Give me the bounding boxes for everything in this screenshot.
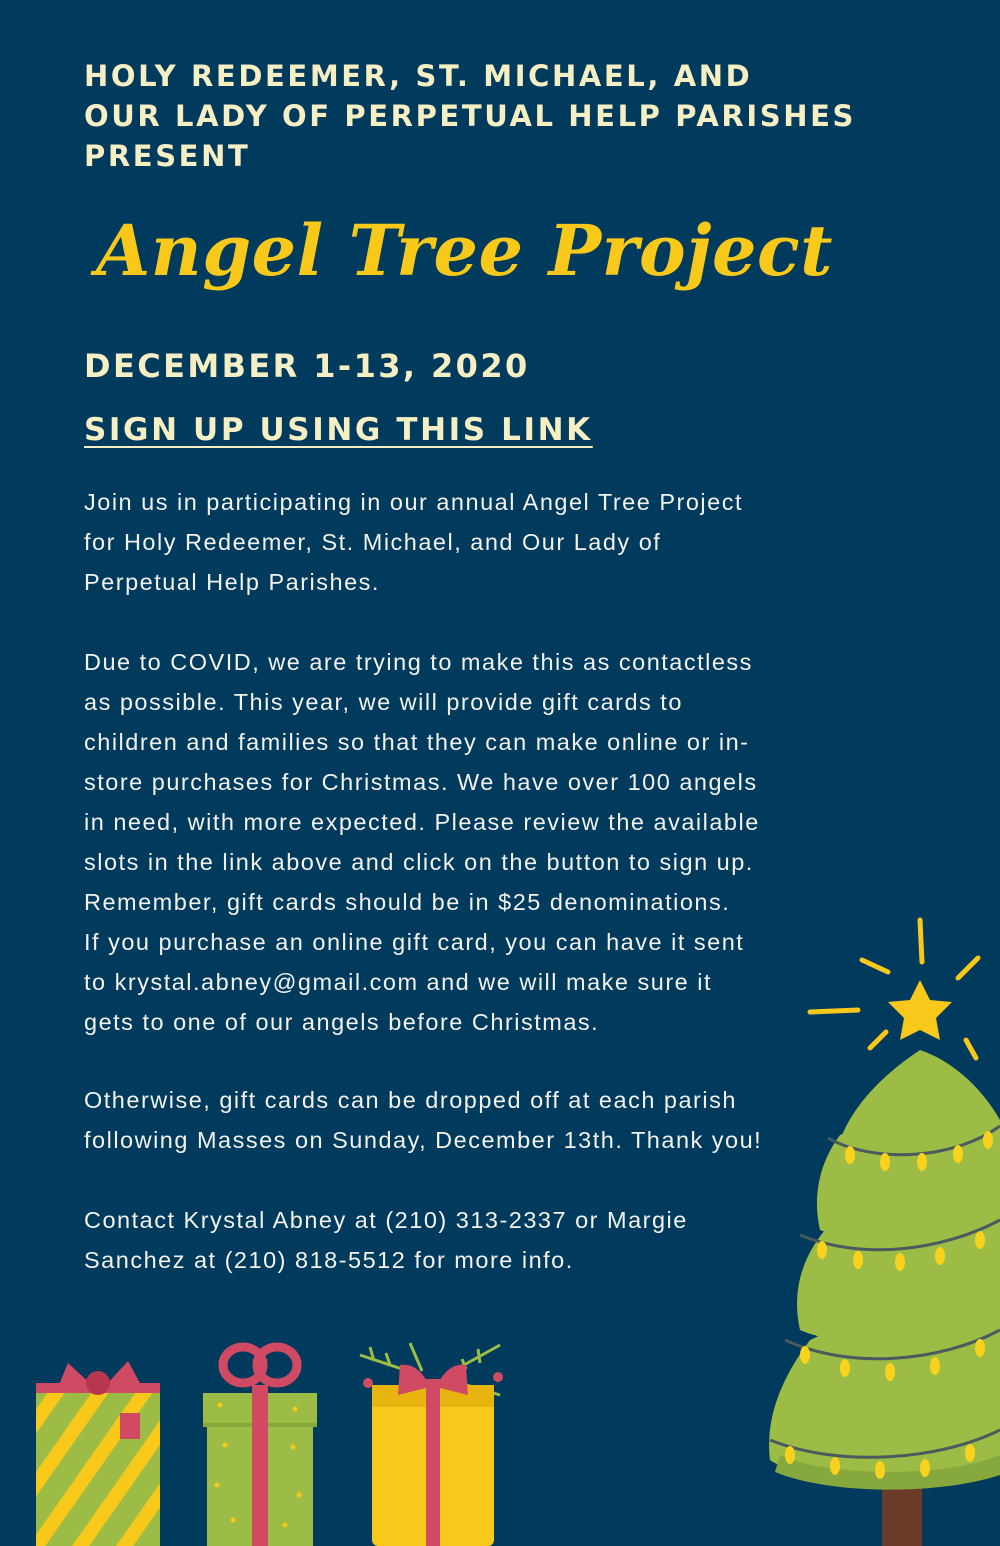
presenting-parishes-header [84,56,904,176]
paragraph-line: Join us in participating in our annual Angel Tree Project [84,489,743,515]
paragraph-line: to krystal.abney@gmail.com and we will make sure it [84,969,713,995]
gift-box-icon [30,1355,170,1546]
event-date: DECEMBER 1-13, 2020 [84,347,530,385]
star-icon [888,980,952,1040]
paragraph-line: children and families so that they can make online or in- [84,729,750,755]
gift-tag [120,1413,140,1439]
contact-paragraph [84,1200,824,1280]
paragraph-line: in need, with more expected. Please review the available [84,809,760,835]
paragraph-line: Due to COVID, we are trying to make this as contactless [84,649,753,675]
paragraph-line: slots in the link above and click on the button to sign up. [84,849,754,875]
paragraph-line: gets to one of our angels before Christmas. [84,1009,600,1035]
page-title: Angel Tree Project [96,209,833,292]
header-line-3: PRESENT [84,139,251,173]
christmas-tree-icon [740,900,1000,1546]
drop-off-paragraph [84,1080,824,1160]
paragraph-line: for Holy Redeemer, St. Michael, and Our Lady of [84,529,662,555]
paragraph-line: Contact Krystal Abney at (210) 313-2337 or Margie [84,1207,688,1233]
paragraph-line: as possible. This year, we will provide gift cards to [84,689,683,715]
star-rays [810,920,978,1058]
gift-box-icon [195,1335,325,1546]
paragraph-line: Perpetual Help Parishes. [84,569,380,595]
signup-link[interactable]: SIGN UP USING THIS LINK [84,412,593,448]
gift-box-icon [350,1335,520,1546]
header-line-2: OUR LADY OF PERPETUAL HELP PARISHES [84,99,857,133]
paragraph-line: If you purchase an online gift card, you can have it sent [84,929,745,955]
tree-tier-1 [840,1050,1000,1154]
paragraph-line: Remember, gift cards should be in $25 denominations. [84,889,731,915]
paragraph-line: Otherwise, gift cards can be dropped off at each parish [84,1087,737,1113]
gift-box-body [36,1385,160,1546]
intro-paragraph [84,482,824,602]
header-line-1: HOLY REDEEMER, ST. MICHAEL, AND [84,59,753,93]
paragraph-line: Sanchez at (210) 818-5512 for more info. [84,1247,574,1273]
paragraph-line: following Masses on Sunday, December 13th. Thank you! [84,1127,763,1153]
paragraph-line: store purchases for Christmas. We have over 100 angels [84,769,758,795]
covid-paragraph [84,642,824,1042]
